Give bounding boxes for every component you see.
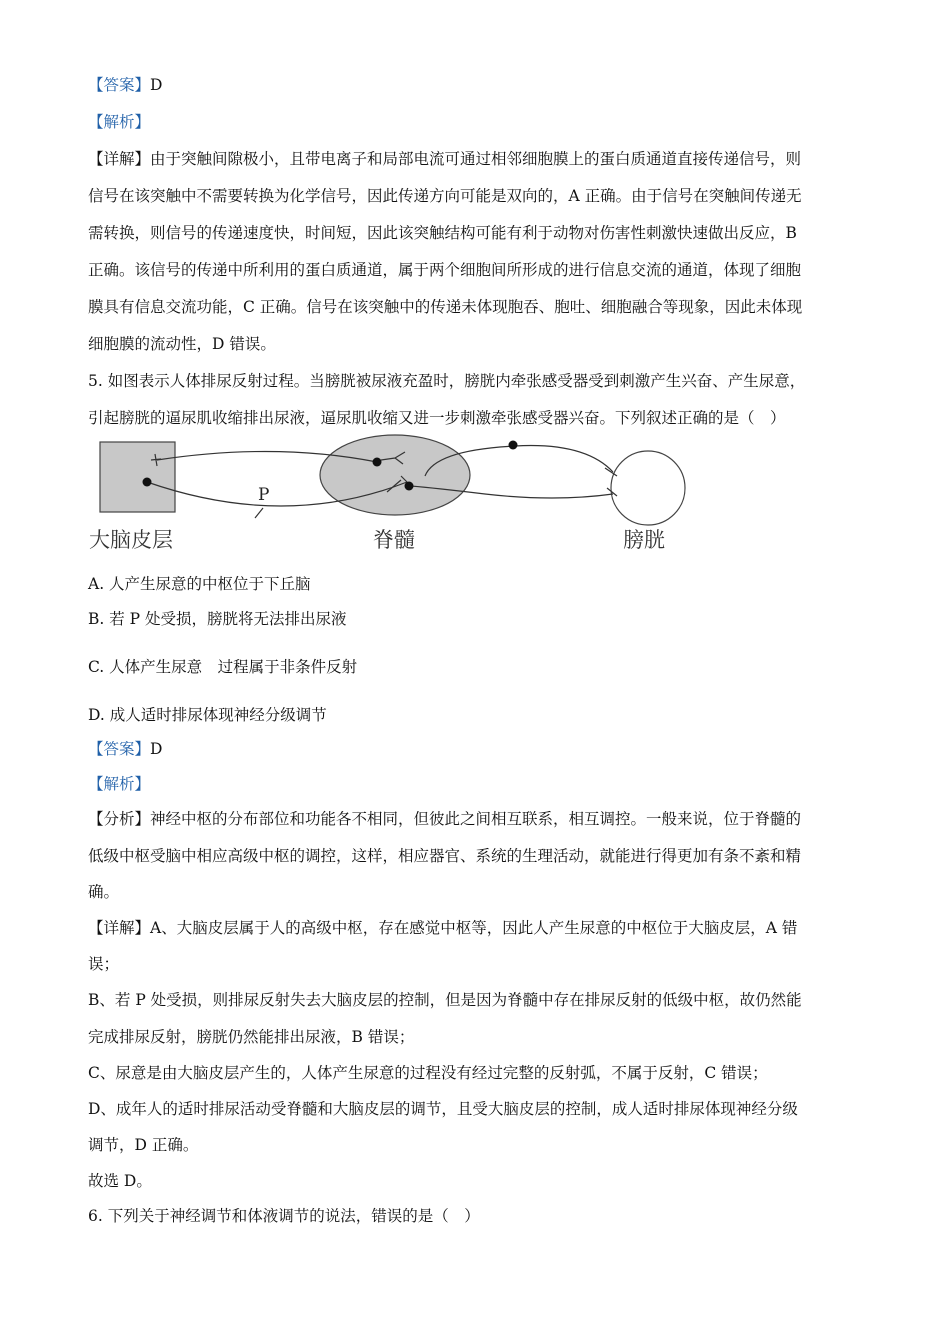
neuron-body: [373, 458, 382, 467]
label-bladder: 膀胱: [623, 528, 665, 552]
q5-option-a: A. 人产生尿意的中枢位于下丘脑: [88, 575, 311, 593]
p-mark: [255, 508, 263, 518]
answer-tag: 【答案】: [88, 740, 151, 758]
q5-detail-line-4: C、尿意是由大脑皮层产生的，人体产生尿意的过程没有经过完整的反射弧，不属于反射，C 错误；: [88, 1064, 768, 1082]
q5-stem-line-0: 5. 如图表示人体排尿反射过程。当膀胱被尿液充盈时，膀胱内牵张感受器受到刺激产生兴奋、产生尿意，: [88, 372, 806, 390]
neuron-body: [509, 441, 518, 450]
cerebral-cortex-box: [100, 442, 175, 512]
reflex-diagram: [85, 430, 695, 560]
label-spinal-cord: 脊髓: [373, 528, 415, 552]
detail-tag: 【详解】: [88, 150, 151, 168]
q5-analysis-tag: 【解析】: [88, 775, 151, 793]
detail-tag: 【详解】: [88, 919, 151, 937]
q4-analysis-tag: 【解析】: [88, 113, 151, 131]
neuron-body: [405, 482, 414, 491]
q6-stem: 6. 下列关于神经调节和体液调节的说法，错误的是（ ）: [88, 1207, 480, 1225]
q5-option-d: D. 成人适时排尿体现神经分级调节: [88, 706, 327, 724]
answer-value: D: [150, 740, 163, 758]
label-p: P: [258, 485, 270, 505]
q4-detail-line-4: 膜具有信息交流功能，C 正确。信号在该突触中的传递未体现胞吞、胞吐、细胞融合等现象，因此未体现: [88, 298, 803, 316]
q4-detail-line-0: 【详解】由于突触间隙极小，且带电离子和局部电流可通过相邻细胞膜上的蛋白质通道直接传递信号，则: [88, 150, 802, 168]
q5-analysis-line-1: 低级中枢受脑中相应高级中枢的调控，这样，相应器官、系统的生理活动，就能进行得更加有条不紊和精: [88, 847, 802, 865]
q5-detail-line-2: B、若 P 处受损，则排尿反射失去大脑皮层的控制，但是因为脊髓中存在排尿反射的低级中枢，故仍然能: [88, 991, 802, 1009]
q5-stem-line-1: 引起膀胱的逼尿肌收缩排出尿液，逼尿肌收缩又进一步刺激牵张感受器兴奋。下列叙述正确的是（ ）: [88, 409, 786, 427]
q5-analysis-line-2: 确。: [88, 883, 120, 901]
q5-answer: [88, 738, 162, 760]
q5-option-b: B. 若 P 处受损，膀胱将无法排出尿液: [88, 610, 347, 628]
answer-tag: 【答案】: [88, 76, 151, 94]
q4-detail-line-5: 细胞膜的流动性，D 错误。: [88, 335, 276, 353]
answer-value: D: [150, 76, 163, 94]
q4-detail-line-1: 信号在该突触中不需要转换为化学信号，因此传递方向可能是双向的，A 正确。由于信号在突触间传递无: [88, 187, 802, 205]
bladder-circle: [611, 451, 685, 525]
label-cerebral-cortex: 大脑皮层: [89, 528, 173, 552]
q5-detail-line-3: 完成排尿反射，膀胱仍然能排出尿液，B 错误；: [88, 1028, 415, 1046]
q4-detail-line-3: 正确。该信号的传递中所利用的蛋白质通道，属于两个细胞间所形成的进行信息交流的通道，体现了细胞: [88, 261, 802, 279]
q5-detail-line-1: 误；: [88, 955, 120, 973]
q5-detail-line-5: D、成年人的适时排尿活动受脊髓和大脑皮层的调节，且受大脑皮层的控制，成人适时排尿体现神经分级: [88, 1100, 798, 1118]
q5-analysis-line-0: 【分析】神经中枢的分布部位和功能各不相同，但彼此之间相互联系，相互调控。一般来说，位于脊髓的: [88, 810, 802, 828]
q5-detail-line-6: 调节，D 正确。: [88, 1136, 199, 1154]
analysis-label: 【分析】: [88, 810, 151, 828]
spinal-cord-ellipse: [320, 435, 470, 515]
q5-detail-line-7: 故选 D。: [88, 1172, 152, 1190]
q4-answer: [88, 74, 162, 96]
q5-detail-line-0: 【详解】A、大脑皮层属于人的高级中枢，存在感觉中枢等，因此人产生尿意的中枢位于大脑皮层，A 错: [88, 919, 798, 937]
q4-detail-line-2: 需转换，则信号的传递速度快，时间短，因此该突触结构可能有利于动物对伤害性刺激快速做出反应，B: [88, 224, 797, 242]
neuron-body: [143, 478, 152, 487]
q5-option-c: C. 人体产生尿意 过程属于非条件反射: [88, 658, 358, 676]
